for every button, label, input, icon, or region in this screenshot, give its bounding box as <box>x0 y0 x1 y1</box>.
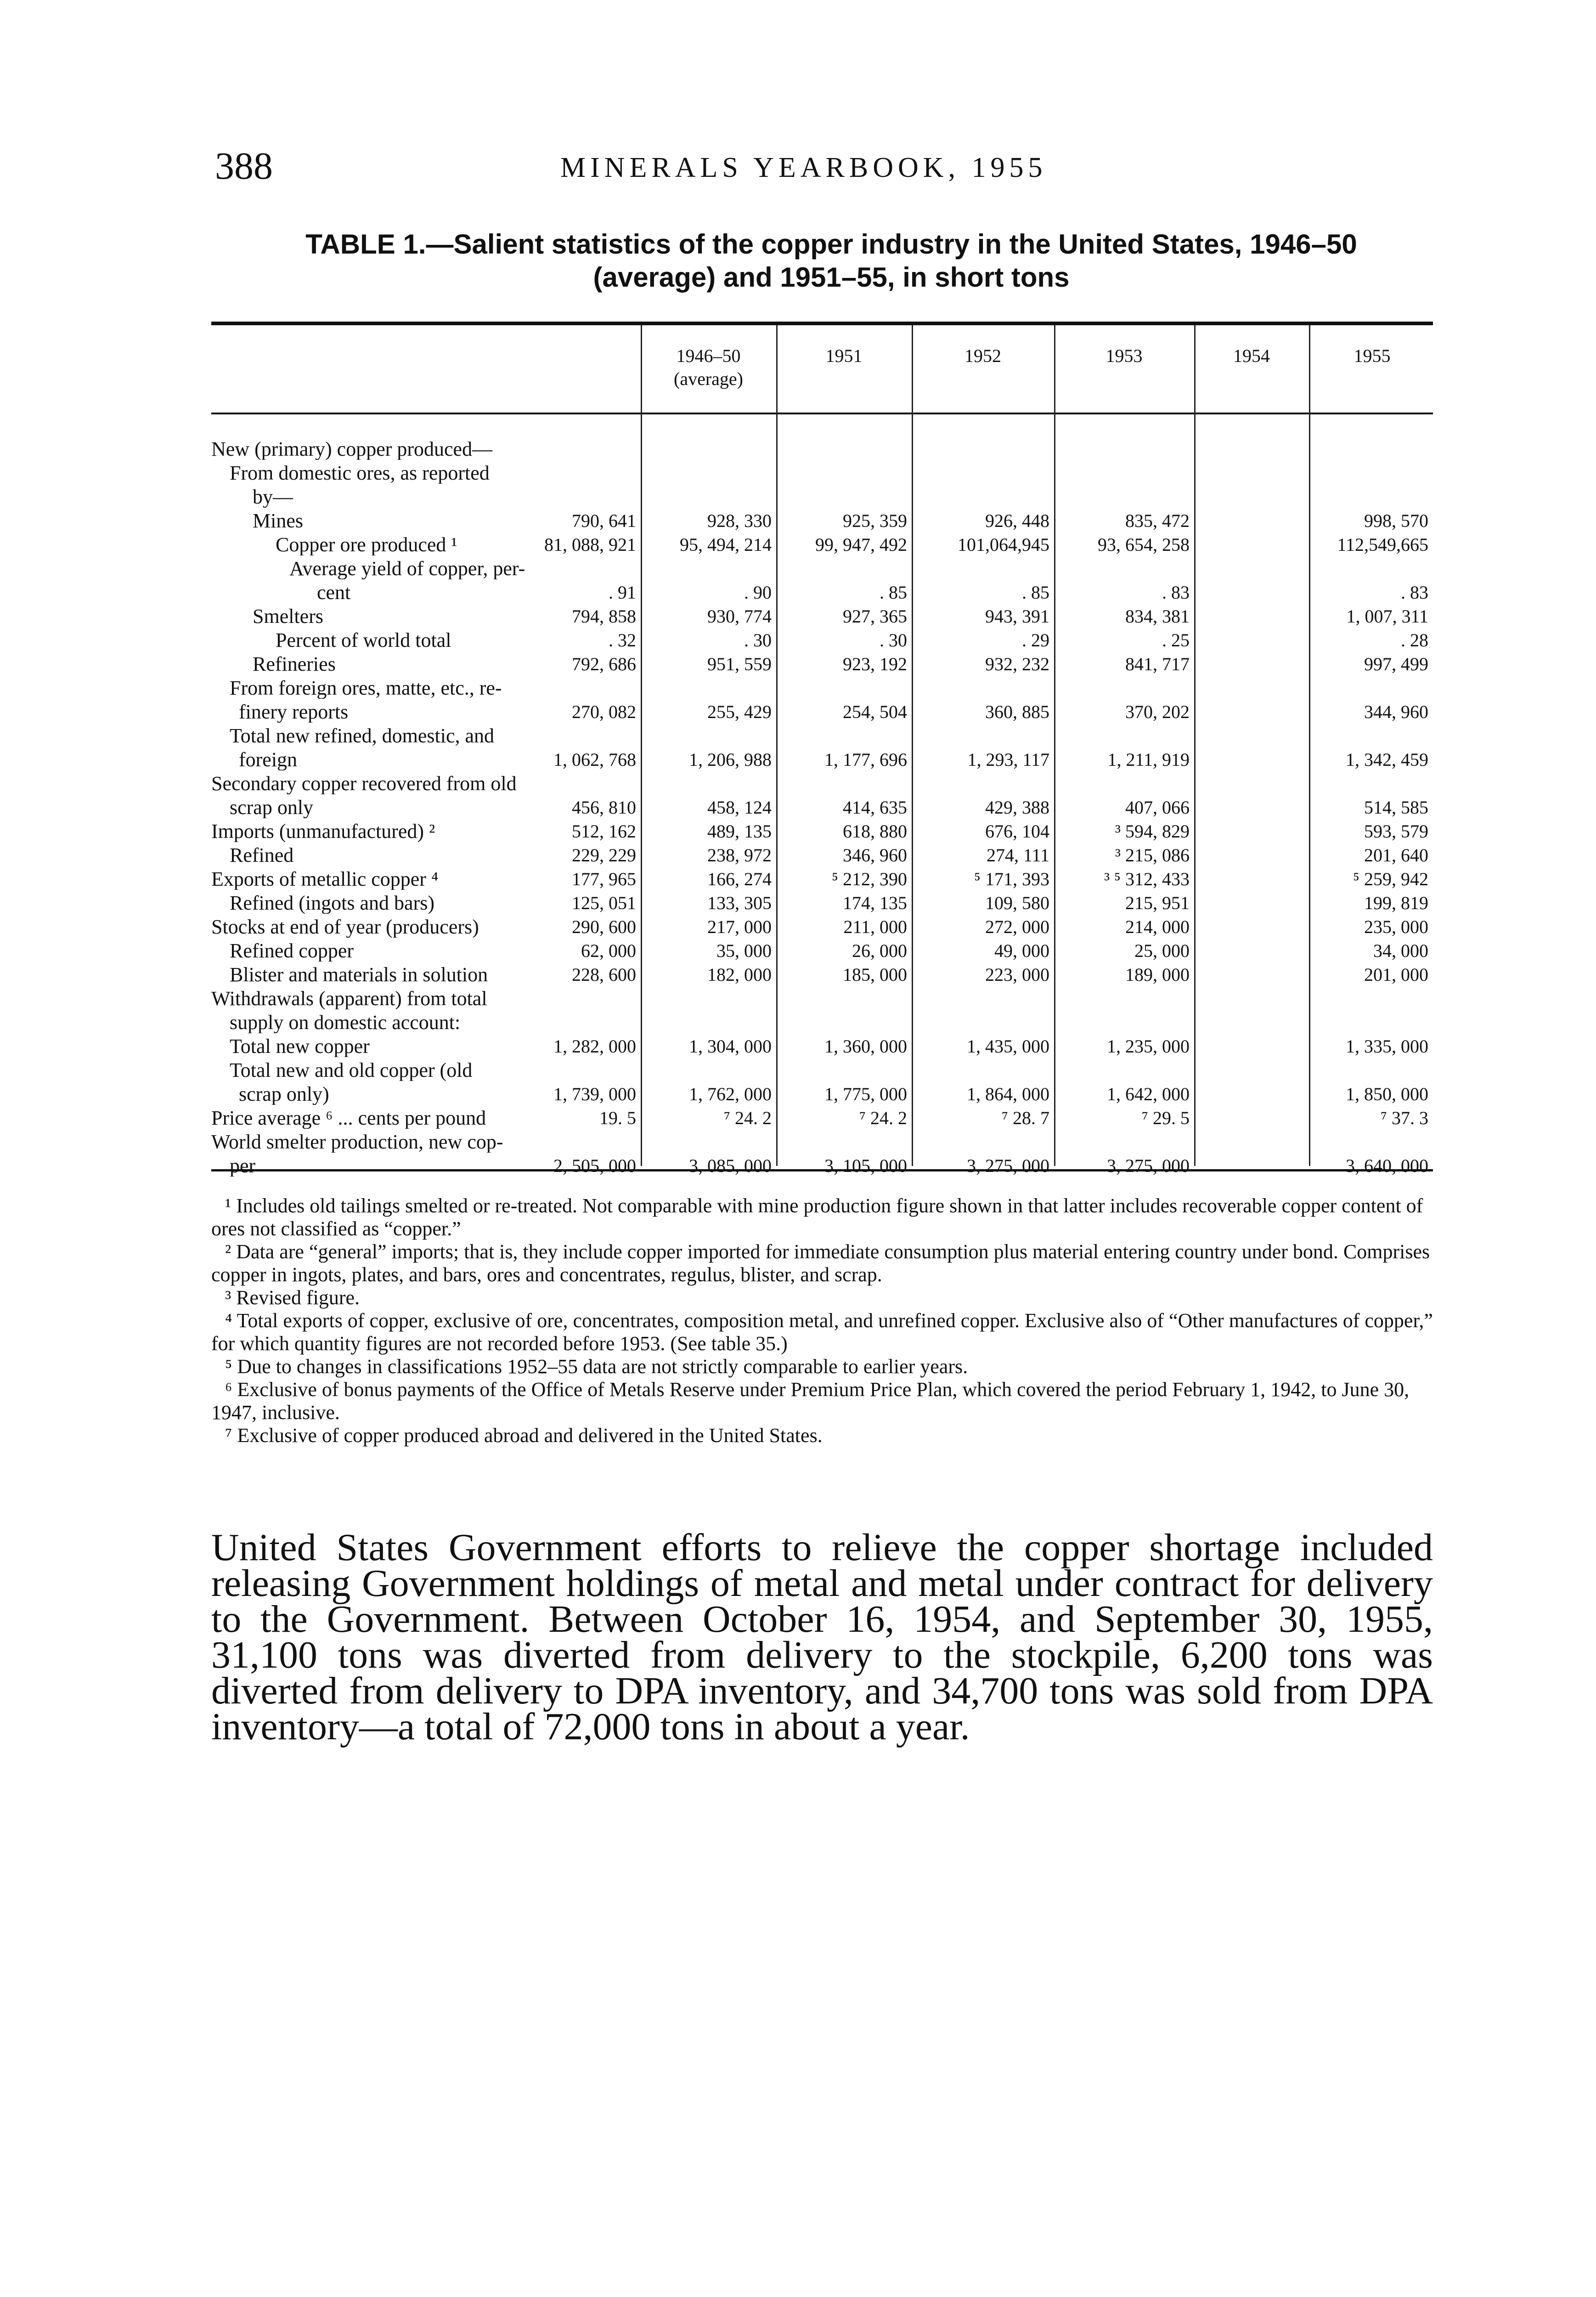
table-cell: 1, 775, 000 <box>824 1084 907 1104</box>
row-label: Refineries <box>253 654 336 675</box>
row-label: Total new refined, domestic, and <box>230 725 495 747</box>
column-header: 1954 <box>1233 345 1270 366</box>
row-label: Mines <box>253 510 303 532</box>
table-cell: . 85 <box>1022 582 1049 603</box>
row-label: supply on domestic account: <box>230 1012 461 1033</box>
table-cell: 1, 739, 000 <box>553 1084 636 1104</box>
table-cell: 34, 000 <box>1373 940 1428 961</box>
table-cell: 255, 429 <box>707 702 772 722</box>
column-header: 1952 <box>964 345 1001 366</box>
footnote: ¹ Includes old tailings smelted or re-treated. Not comparable with mine production figure shown in that latter includes recoverable copper content of ores not classified as “copper.” <box>211 1194 1423 1240</box>
table-cell: 223, 000 <box>985 964 1049 985</box>
table-cell: 997, 499 <box>1364 654 1428 674</box>
table-cell: ⁷ 37. 3 <box>1381 1108 1428 1128</box>
table-cell: 429, 388 <box>985 797 1049 818</box>
table-cell: 201, 640 <box>1364 845 1428 866</box>
table-cell: 19. 5 <box>599 1108 636 1128</box>
table-cell: 238, 972 <box>707 845 772 866</box>
table-cell: . 25 <box>1162 630 1190 651</box>
table-cell: . 91 <box>609 582 636 603</box>
table-cell: ⁵ 259, 942 <box>1353 869 1428 889</box>
footnotes <box>211 1194 1433 1447</box>
column-divider <box>1194 325 1196 1166</box>
footnote: ⁴ Total exports of copper, exclusive of ore, concentrates, composition metal, and unrefined copper. Exclusive also of “Other manufactures of copper,” for which quantity figures are not recorded before 1953. (See table 35.) <box>211 1309 1433 1355</box>
table-cell: 928, 330 <box>707 510 772 531</box>
table-cell: 274, 111 <box>986 845 1049 866</box>
table-cell: 841, 717 <box>1125 654 1190 674</box>
table-cell: 199, 819 <box>1364 893 1428 913</box>
row-label: Withdrawals (apparent) from total <box>211 988 487 1009</box>
table-cell: 26, 000 <box>852 940 907 961</box>
table-header-rule <box>211 413 1433 414</box>
table-cell: 93, 654, 258 <box>1098 534 1190 555</box>
table-cell: 1, 642, 000 <box>1107 1084 1190 1104</box>
footnote: ³ Revised figure. <box>225 1286 360 1309</box>
row-label: Stocks at end of year (producers) <box>211 917 479 938</box>
table-cell: . 32 <box>609 630 636 651</box>
table-cell: 228, 600 <box>572 964 636 985</box>
table-cell: 182, 000 <box>707 964 772 985</box>
table-title-line-1: TABLE 1.—Salient statistics of the copper industry in the United States, 1946–50 <box>305 229 1357 260</box>
table-cell: 414, 635 <box>843 797 907 818</box>
table-cell: 109, 580 <box>985 893 1049 913</box>
table-cell: 3, 275, 000 <box>967 1155 1049 1176</box>
table-cell: 49, 000 <box>994 940 1049 961</box>
table-cell: 618, 880 <box>843 821 907 842</box>
table-cell: 344, 960 <box>1364 702 1428 722</box>
column-header: 1951 <box>825 345 863 366</box>
table-cell: 3, 085, 000 <box>689 1155 772 1176</box>
table-cell: 926, 448 <box>985 510 1049 531</box>
row-label: New (primary) copper produced— <box>211 439 493 460</box>
table-cell: 1, 293, 117 <box>967 749 1049 770</box>
table-cell: 235, 000 <box>1364 917 1428 937</box>
table-cell: 1, 762, 000 <box>689 1084 772 1104</box>
table-cell: ⁵ 212, 390 <box>832 869 907 889</box>
table-cell: 925, 359 <box>843 510 907 531</box>
row-label: Refined copper <box>230 940 354 962</box>
row-label: From domestic ores, as reported <box>230 463 490 484</box>
table-cell: 593, 579 <box>1364 821 1428 842</box>
row-label: From foreign ores, matte, etc., re- <box>230 678 502 699</box>
table-cell: 211, 000 <box>843 917 907 937</box>
table-cell: 676, 104 <box>985 821 1049 842</box>
table-cell: 834, 381 <box>1125 606 1190 627</box>
footnote: ⁷ Exclusive of copper produced abroad and delivered in the United States. <box>225 1424 823 1447</box>
table-cell: 514, 585 <box>1364 797 1428 818</box>
row-label: per <box>230 1155 256 1177</box>
table-cell: 456, 810 <box>572 797 636 818</box>
footnote: ⁶ Exclusive of bonus payments of the Office of Metals Reserve under Premium Price Plan, which covered the period February 1, 1942, to June 30, 1947, inclusive. <box>211 1378 1410 1424</box>
table-cell: 790, 641 <box>572 510 636 531</box>
table-title-line-2: (average) and 1951–55, in short tons <box>593 262 1070 293</box>
row-label: Total new copper <box>230 1036 370 1057</box>
row-label: Price average ⁶ ... cents per pound <box>211 1108 486 1129</box>
row-label: finery reports <box>239 702 349 723</box>
table-cell: . 85 <box>880 582 907 603</box>
table-top-rule <box>211 322 1433 325</box>
row-label: Exports of metallic copper ⁴ <box>211 869 439 890</box>
table-title <box>211 228 1451 294</box>
row-label: Blister and materials in solution <box>230 964 488 985</box>
table-cell: 346, 960 <box>843 845 907 866</box>
table-cell: 458, 124 <box>707 797 772 818</box>
table-cell: 125, 051 <box>572 893 636 913</box>
table-cell: 62, 000 <box>581 940 636 961</box>
table-cell: ⁵ 171, 393 <box>974 869 1049 889</box>
table-cell: 270, 082 <box>572 702 636 722</box>
table-cell: ³ 594, 829 <box>1115 821 1190 842</box>
column-header: 1946–50 (average) <box>674 345 743 389</box>
row-label: scrap only) <box>239 1084 329 1105</box>
table-cell: 943, 391 <box>985 606 1049 627</box>
table-cell: . 30 <box>880 630 907 651</box>
row-label: Copper ore produced ¹ <box>276 534 457 555</box>
table-cell: 1, 206, 988 <box>689 749 772 770</box>
table-cell: 1, 360, 000 <box>824 1036 907 1057</box>
table-cell: . 83 <box>1401 582 1428 603</box>
table-cell: 133, 305 <box>707 893 772 913</box>
table-cell: . 83 <box>1162 582 1190 603</box>
table-cell: 254, 504 <box>843 702 907 722</box>
table-cell: 214, 000 <box>1125 917 1190 937</box>
table-cell: 1, 435, 000 <box>967 1036 1049 1057</box>
table-cell: 174, 135 <box>843 893 907 913</box>
table-cell: . 29 <box>1022 630 1049 651</box>
table-cell: 272, 000 <box>985 917 1049 937</box>
table-cell: 370, 202 <box>1125 702 1190 722</box>
row-label: World smelter production, new cop- <box>211 1132 503 1153</box>
row-label: Secondary copper recovered from old <box>211 773 517 794</box>
table-cell: 35, 000 <box>716 940 772 961</box>
table-cell: 1, 850, 000 <box>1346 1084 1428 1104</box>
row-label: scrap only <box>230 797 314 818</box>
table-cell: 1, 007, 311 <box>1346 606 1428 627</box>
page-number: 388 <box>215 145 273 187</box>
table-cell: 3, 640, 000 <box>1346 1155 1428 1176</box>
table-cell: 215, 951 <box>1125 893 1190 913</box>
table-cell: 792, 686 <box>572 654 636 674</box>
table-cell: ³ 215, 086 <box>1115 845 1190 866</box>
table-cell: . 28 <box>1401 630 1428 651</box>
table-cell: 512, 162 <box>572 821 636 842</box>
column-divider <box>912 325 913 1166</box>
column-header: 1955 <box>1353 345 1391 366</box>
row-label: Refined <box>230 845 294 866</box>
row-label: Average yield of copper, per- <box>289 558 525 579</box>
table-cell: ⁷ 24. 2 <box>859 1108 907 1128</box>
table-cell: 101,064,945 <box>958 534 1049 555</box>
table-cell: 99, 947, 492 <box>815 534 907 555</box>
footnote: ² Data are “general” imports; that is, they include copper imported for immediate consumption plus material entering country under bond. Comprises copper in ingots, plates, and bars, ores and concentrates, regulus, blister, and scrap. <box>211 1240 1430 1286</box>
page-header <box>215 143 1437 194</box>
column-header: 1953 <box>1105 345 1143 366</box>
row-label: by— <box>253 487 293 508</box>
table-cell: . 30 <box>744 630 772 651</box>
table-cell: 201, 000 <box>1364 964 1428 985</box>
row-label: Smelters <box>253 606 323 627</box>
table-cell: 112,549,665 <box>1337 534 1428 555</box>
table-cell: 1, 304, 000 <box>689 1036 772 1057</box>
table-cell: 1, 864, 000 <box>967 1084 1049 1104</box>
table-cell: 1, 335, 000 <box>1346 1036 1428 1057</box>
table-cell: 923, 192 <box>843 654 907 674</box>
table-cell: 835, 472 <box>1125 510 1190 531</box>
table-cell: ³ ⁵ 312, 433 <box>1104 869 1190 889</box>
table-cell: ⁷ 28. 7 <box>1002 1108 1049 1128</box>
table-cell: 25, 000 <box>1134 940 1190 961</box>
table-cell: 3, 275, 000 <box>1107 1155 1190 1176</box>
table-cell: . 90 <box>744 582 772 603</box>
table-cell: 1, 282, 000 <box>553 1036 636 1057</box>
table-cell: 489, 135 <box>707 821 772 842</box>
table-cell: 217, 000 <box>707 917 772 937</box>
table-cell: 3, 105, 000 <box>824 1155 907 1176</box>
footnote: ⁵ Due to changes in classifications 1952–55 data are not strictly comparable to earlier years. <box>225 1355 968 1378</box>
table-cell: 95, 494, 214 <box>680 534 772 555</box>
body-paragraph: United States Government efforts to relieve the copper shortage included releasing Government holdings of metal and metal under contract for delivery to the Government. Between October 16, 1954, and September 30, 1955, 31,100 tons was diverted from delivery to the stockpile, 6,200 tons was diverted from delivery to DPA inventory, and 34,700 tons was sold from DPA inventory—a total of 72,000 tons in about a year. <box>211 1526 1433 1748</box>
table-cell: 930, 774 <box>707 606 772 627</box>
table-cell: 2, 505, 000 <box>553 1155 636 1176</box>
row-label: Percent of world total <box>276 630 451 651</box>
table-cell: 166, 274 <box>707 869 772 889</box>
running-head: MINERALS YEARBOOK, 1955 <box>560 152 1047 183</box>
table-cell: 1, 177, 696 <box>824 749 907 770</box>
row-label: cent <box>317 582 351 603</box>
row-label: Refined (ingots and bars) <box>230 893 434 914</box>
table-cell: 927, 365 <box>843 606 907 627</box>
row-label: Imports (unmanufactured) ² <box>211 821 435 842</box>
row-label: Total new and old copper (old <box>230 1060 473 1081</box>
table-cell: 360, 885 <box>985 702 1049 722</box>
table-cell: ⁷ 29. 5 <box>1142 1108 1190 1128</box>
table-cell: 951, 559 <box>707 654 772 674</box>
table-cell: 794, 858 <box>572 606 636 627</box>
table-cell: 1, 342, 459 <box>1346 749 1428 770</box>
table-cell: 189, 000 <box>1125 964 1190 985</box>
table-cell: 1, 235, 000 <box>1107 1036 1190 1057</box>
table-cell: 177, 965 <box>572 869 636 889</box>
table-cell: 1, 062, 768 <box>553 749 636 770</box>
table-cell: 1, 211, 919 <box>1107 749 1190 770</box>
table-cell: 290, 600 <box>572 917 636 937</box>
table-cell: 81, 088, 921 <box>544 534 636 555</box>
column-divider <box>1054 325 1055 1166</box>
table-cell: 229, 229 <box>572 845 636 866</box>
table-cell: ⁷ 24. 2 <box>724 1108 772 1128</box>
table-cell: 185, 000 <box>843 964 907 985</box>
table-cell: 998, 570 <box>1364 510 1428 531</box>
table-cell: 932, 232 <box>985 654 1049 674</box>
table-cell: 407, 066 <box>1125 797 1190 818</box>
row-label: foreign <box>239 749 298 770</box>
